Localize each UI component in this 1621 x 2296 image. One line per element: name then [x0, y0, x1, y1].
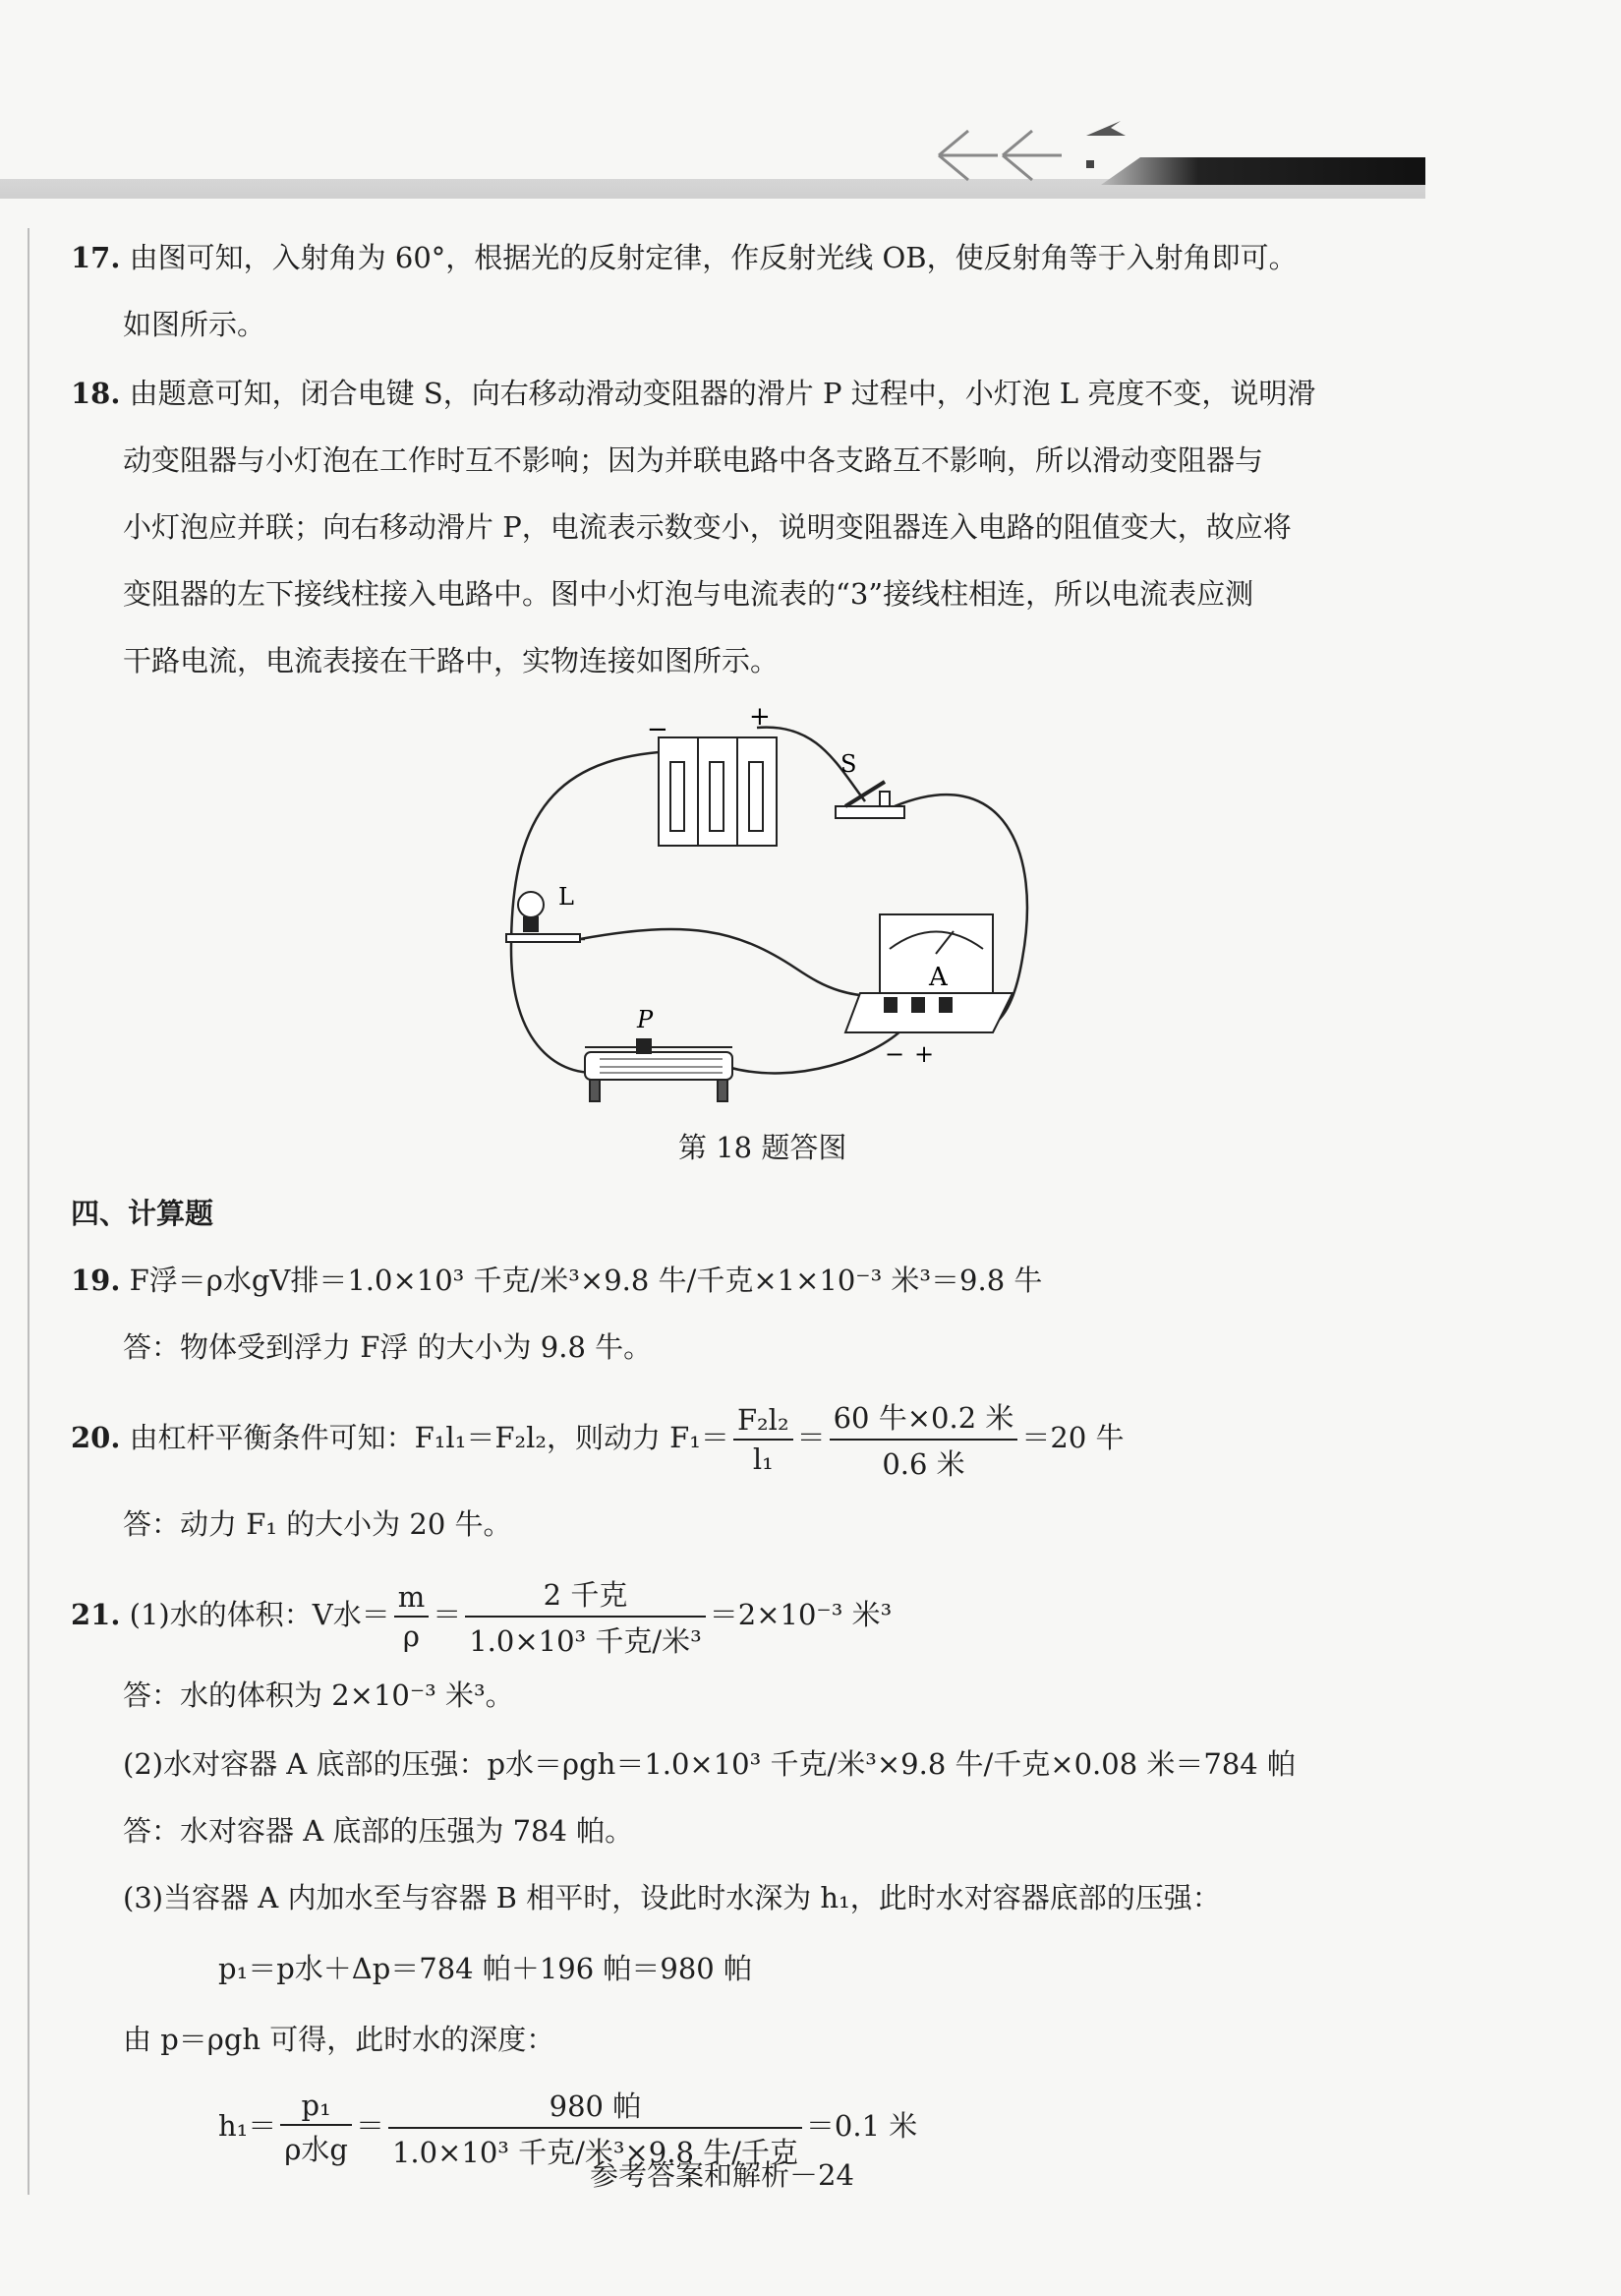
- q21-p1-fraction-2: [465, 1573, 706, 1660]
- q21-p1-frac2-num: 2 千克: [465, 1573, 706, 1618]
- rheostat-icon: [585, 1039, 732, 1101]
- q20-frac2-den: 0.6 米: [882, 1447, 965, 1481]
- q20-frac2-num: 60 牛×0.2 米: [830, 1396, 1018, 1441]
- q18-text-5: 干路电流，电流表接在干路中，实物连接如图所示。: [123, 644, 780, 677]
- q19-line1: [71, 1247, 1042, 1314]
- q18-line1: [71, 360, 1315, 427]
- q18-number: 18.: [71, 377, 121, 410]
- arrow-header-icon: [929, 116, 1135, 185]
- battery-minus-label: −: [647, 715, 668, 744]
- q21-p2: (2)水对容器 A 底部的压强：p水＝ρgh＝1.0×10³ 千克/米³×9.8 牛/千克×0.08 米＝784 帕: [123, 1747, 1296, 1781]
- circuit-diagram: [492, 703, 1101, 1116]
- margin-line: [28, 228, 29, 2195]
- q20-frac1-den: l₁: [752, 1442, 774, 1476]
- wire-rheostat-ammeter: [727, 1028, 904, 1073]
- q20-result: ＝20 牛: [1021, 1421, 1125, 1454]
- q20-frac1-num: F₂l₂: [733, 1403, 793, 1441]
- switch-label: S: [840, 750, 857, 778]
- q18-text-1: 由题意可知，闭合电键 S，向右移动滑动变阻器的滑片 P 过程中，小灯泡 L 亮度不变，说明滑: [129, 377, 1316, 410]
- q19-number: 19.: [71, 1264, 121, 1297]
- q20-line1: 20. 由杠杆平衡条件可知：F₁l₁＝F₂l₂，则动力 F₁＝ $\frac{\text{F₂l₂}}{\text{l₁}}$ ＝ $\frac{\text{60 牛×0.2 米}}{\text{0.6 米}}$ ＝20 牛: [71, 1396, 1125, 1483]
- q21-p3-frac1-num: p₁: [280, 2089, 352, 2126]
- q21-p3-formula: h₁＝ $\frac{\text{p₁}}{\text{ρ水g}}$ ＝ $\frac{\text{980 帕}}{\text{1.0×10³ 千克/米³×9.8 牛/千克}}$ ＝0.1 米: [218, 2085, 917, 2171]
- q21-number: 21.: [71, 1598, 121, 1631]
- q19-formula: F浮＝ρ水gV排＝1.0×10³ 千克/米³×9.8 牛/千克×1×10⁻³ 米³＝9.8 牛: [129, 1264, 1043, 1297]
- q21-p3-frac1-den: ρ水g: [284, 2132, 348, 2166]
- q18-text-3: 小灯泡应并联；向右移动滑片 P，电流表示数变小，说明变阻器连入电路的阻值变大，故应将: [123, 510, 1292, 544]
- q21-p3: (3)当容器 A 内加水至与容器 B 相平时，设此时水深为 h₁，此时水对容器底部的压强：: [123, 1881, 1221, 1914]
- figure-caption: 第 18 题答图: [678, 1131, 847, 1164]
- q18-text-4: 变阻器的左下接线柱接入电路中。图中小灯泡与电流表的“3”接线柱相连，所以电流表应测: [123, 577, 1254, 611]
- ammeter-plus-label: +: [914, 1040, 935, 1068]
- q17-line1: [71, 224, 1298, 291]
- q20-answer: 答：动力 F₁ 的大小为 20 牛。: [123, 1507, 512, 1541]
- q21-p2-answer: 答：水对容器 A 底部的压强为 784 帕。: [123, 1814, 634, 1848]
- q20-fraction-1: [733, 1403, 793, 1476]
- q21-p3-fraction-1: [280, 2089, 352, 2168]
- section-heading: 四、计算题: [71, 1197, 214, 1230]
- q19-answer: 答：物体受到浮力 F浮 的大小为 9.8 牛。: [123, 1330, 653, 1364]
- q20-fraction-2: [830, 1396, 1018, 1483]
- q21-p1-result: ＝2×10⁻³ 米³: [709, 1598, 893, 1631]
- lamp-label: L: [558, 883, 574, 911]
- q21-p3-prefix: h₁＝: [218, 2109, 277, 2143]
- q21-p1-prefix: (1)水的体积：V水＝: [129, 1598, 390, 1631]
- q21-p3-text: 由 p＝ρgh 可得，此时水的深度：: [123, 2023, 555, 2056]
- slider-label: P: [637, 1006, 654, 1033]
- q21-p1-frac1-num: m: [394, 1580, 430, 1618]
- battery-plus-label: +: [749, 703, 771, 732]
- q20-number: 20.: [71, 1421, 121, 1454]
- q17-number: 17.: [71, 241, 121, 274]
- ammeter-label: A: [929, 963, 948, 992]
- q21-p1-answer: 答：水的体积为 2×10⁻³ 米³。: [123, 1678, 514, 1712]
- q17-text: 由图可知，入射角为 60°，根据光的反射定律，作反射光线 OB，使反射角等于入射角即可。: [129, 241, 1298, 274]
- q21-p3-result: ＝0.1 米: [805, 2109, 918, 2143]
- q20-prefix: 由杠杆平衡条件可知：F₁l₁＝F₂l₂，则动力 F₁＝: [129, 1421, 729, 1454]
- ammeter-minus-label: −: [885, 1040, 905, 1068]
- q21-p1-fraction-1: [394, 1580, 430, 1653]
- q21-p1-frac2-den: 1.0×10³ 千克/米³: [469, 1624, 702, 1658]
- q17-line2: 如图所示。: [123, 308, 266, 341]
- battery-icon: [659, 737, 777, 846]
- q21-p3-frac2-den: 1.0×10³ 千克/米³×9.8 牛/千克: [391, 2136, 798, 2169]
- q21-p3-eq: p₁＝p水＋Δp＝784 帕＋196 帕＝980 帕: [218, 1952, 752, 1985]
- wire-lamp-ammeter: [580, 929, 904, 998]
- page-footer: 参考答案和解析－24: [590, 2158, 854, 2192]
- switch-icon: [836, 782, 904, 818]
- q18-text-2: 动变阻器与小灯泡在工作时互不影响；因为并联电路中各支路互不影响，所以滑动变阻器与: [123, 443, 1264, 477]
- header-dark-bar: [1101, 157, 1425, 185]
- q21-p1-frac1-den: ρ: [402, 1619, 420, 1653]
- q21-p3-frac2-num: 980 帕: [388, 2085, 802, 2129]
- q21-part1: 21. (1)水的体积：V水＝ $\frac{m}{\rho}$ ＝ $\frac{\text{2 千克}}{\text{1.0×10³ 千克/米³}}$ ＝2×10⁻³ 米³: [71, 1573, 892, 1660]
